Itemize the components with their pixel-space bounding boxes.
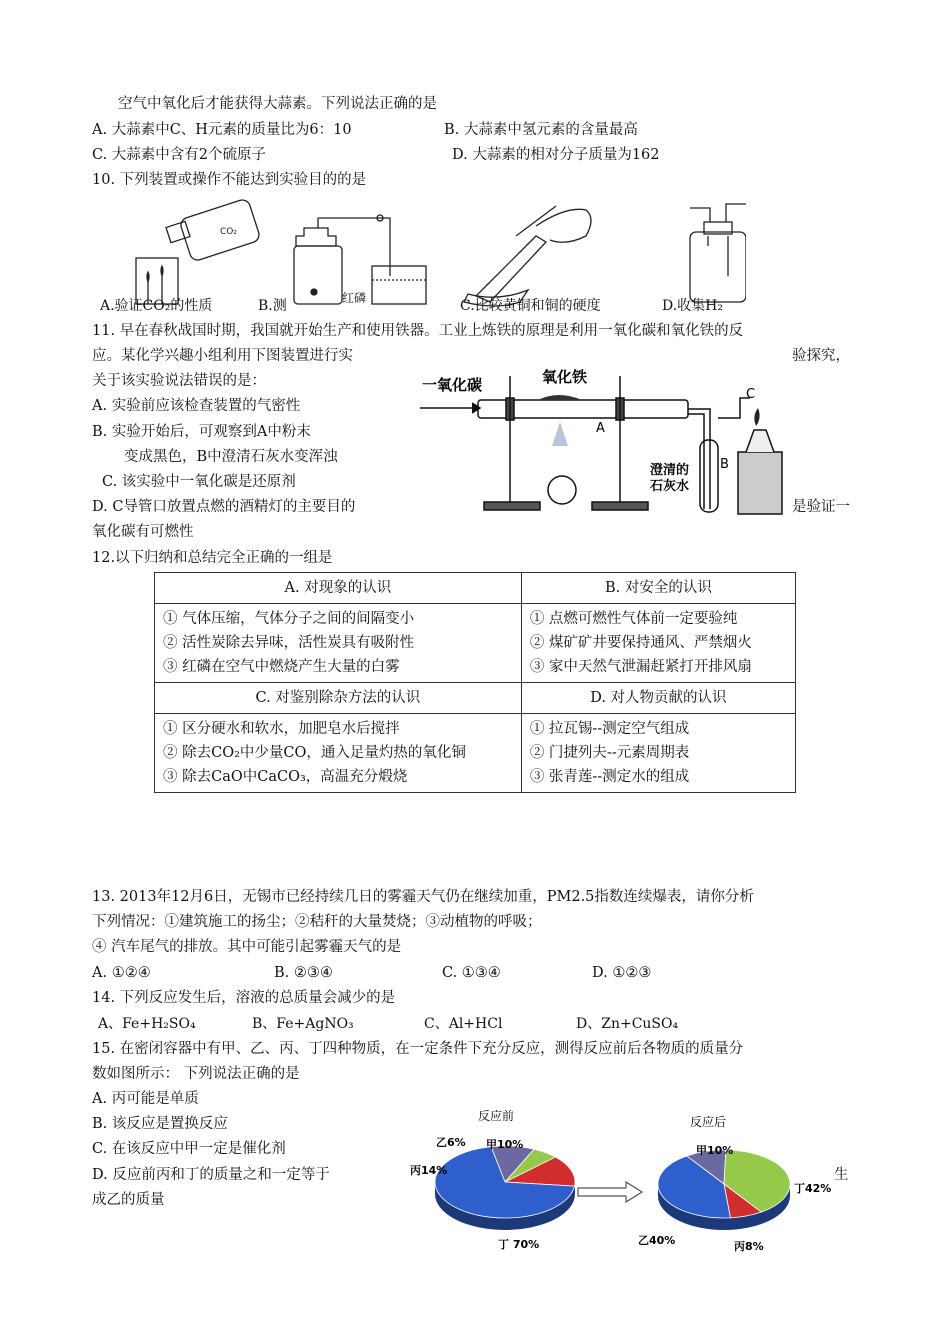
q15-option-d-cont: 成乙的质量 [92, 1192, 165, 1208]
q9-option-d: D. 大蒜素的相对分子质量为162 [452, 147, 660, 163]
label-a: A [596, 421, 605, 436]
arrow-icon [578, 1182, 642, 1202]
lamp-flame-icon [754, 408, 759, 426]
q13-line-3: ④ 汽车尾气的排放。其中可能引起雾霾天气的是 [92, 939, 402, 955]
co2-pouring-icon [136, 198, 261, 304]
q11-line-2b: 验探究， [792, 348, 850, 364]
cell-c-title: C. 对鉴别除杂方法的认识 [155, 683, 522, 714]
q14-option-d: D、Zn+CuSO₄ [576, 1016, 679, 1032]
q11-option-d-cont: 氧化碳有可燃性 [92, 524, 194, 540]
q11-option-a: A. 实验前应该检查装置的气密性 [92, 398, 301, 414]
q13-line-2: 下列情况：①建筑施工的扬尘；②秸秆的大量焚烧；③动植物的呼吸； [92, 914, 542, 930]
alcohol-burner-icon [548, 476, 576, 504]
pie2-title: 反应后 [690, 1115, 727, 1129]
q9-stem: 空气中氧化后才能获得大蒜素。下列说法正确的是 [118, 96, 437, 112]
q10-option-d: D.收集H₂ [662, 298, 723, 314]
pie1-label-yi: 乙6% [436, 1136, 466, 1149]
q11-line-3: 关于该实验说法错误的是： [92, 373, 266, 389]
q11-option-b-cont: 变成黑色，B中澄清石灰水变浑浊 [124, 449, 338, 465]
d-item-2: ② 门捷列夫--元素周期表 [529, 745, 690, 761]
q14-option-b: B、Fe+AgNO₃ [252, 1016, 354, 1032]
c-item-3: ③ 除去CaO中CaCO₃，高温充分煅烧 [163, 769, 408, 785]
limewater-label-1: 澄清的 [650, 463, 690, 478]
b-item-3: ③ 家中天然气泄漏赶紧打开排风扇 [529, 659, 752, 675]
q14-option-c: C、Al+HCl [424, 1016, 503, 1032]
q11-option-d-tail: 是验证一 [792, 499, 850, 515]
q11-line-2a: 应。某化学兴趣小组利用下图装置进行实 [92, 348, 353, 364]
pie-before [435, 1146, 575, 1230]
q9-option-c: C. 大蒜素中含有2个硫原子 [92, 147, 267, 163]
q12-summary-table [154, 572, 796, 793]
pie2-label-bing: 丙8% [734, 1240, 764, 1253]
q11-option-c: C. 该实验中一氧化碳是还原剂 [102, 474, 296, 490]
co2-label: CO₂ [220, 227, 237, 237]
label-c: C [746, 387, 756, 402]
c-item-2: ② 除去CO₂中少量CO，通入足量灼热的氧化铜 [163, 745, 466, 761]
pie1-title: 反应前 [478, 1110, 515, 1123]
q10-option-a: A.验证CO₂的性质 [100, 298, 213, 314]
q11-line-1: 11. 早在春秋战国时期，我国就开始生产和使用铁器。工业上炼铁的原理是利用一氧化碳和氧化铁的反 [92, 323, 744, 339]
a-item-3: ③ 红磷在空气中燃烧产生大量的白雾 [163, 659, 400, 675]
q9-option-a: A. 大蒜素中C、H元素的质量比为6：10 [92, 122, 352, 138]
q13-option-b: B. ②③④ [274, 965, 333, 981]
q15-option-d-tail: 生 [834, 1167, 849, 1183]
gas-bottle-icon [690, 204, 746, 302]
co-label: 一氧化碳 [422, 376, 483, 394]
burner-flame [552, 422, 568, 446]
q14-option-a: A、Fe+H₂SO₄ [98, 1016, 196, 1032]
pie-after [658, 1150, 790, 1230]
d-item-3: ③ 张青莲--测定水的组成 [529, 769, 690, 785]
iron-smelting-apparatus-figure [420, 356, 790, 518]
b-item-1: ① 点燃可燃性气体前一定要验纯 [529, 611, 738, 627]
pie1-label-jia: 甲10% [486, 1138, 524, 1151]
q10-stem: 10. 下列装置或操作不能达到实验目的的是 [92, 172, 367, 188]
q15-line-2: 数如图所示： 下列说法正确的是 [92, 1066, 300, 1082]
limewater-label-2: 石灰水 [650, 479, 690, 494]
cell-b-title: B. 对安全的认识 [521, 573, 795, 604]
fe2o3-label: 氧化铁 [542, 368, 588, 386]
alcohol-lamp-base [738, 452, 782, 514]
q13-line-1: 13. 2013年12月6日，无锡市已经持续几日的雾霾天气仍在继续加重，PM2.5指数连续爆表，请你分析 [92, 889, 754, 905]
cell-d-title: D. 对人物贡献的认识 [521, 683, 795, 714]
pie1-label-ding: 丁 70% [498, 1238, 540, 1251]
q10-option-b: B.测 [258, 298, 287, 314]
b-item-2: ② 煤矿矿井要保持通风、严禁烟火 [529, 635, 752, 651]
q15-line-1: 15. 在密闭容器中有甲、乙、丙、丁四种物质，在一定条件下充分反应，测得反应前后各物质的质量分 [92, 1041, 744, 1057]
q11-option-d: D. C导管口放置点燃的酒精灯的主要目的 [92, 499, 356, 515]
hardness-test-icon [464, 206, 591, 306]
q15-option-c: C. 在该反应中甲一定是催化剂 [92, 1141, 286, 1157]
a-item-2: ② 活性炭除去异味，活性炭具有吸附性 [163, 635, 415, 651]
pie2-label-yi: 乙40% [638, 1234, 676, 1247]
q15-option-d: D. 反应前丙和丁的质量之和一定等于 [92, 1167, 330, 1183]
cell-a-items [155, 604, 522, 683]
c-item-1: ① 区分硬水和软水，加肥皂水后搅拌 [163, 721, 400, 737]
pie2-label-jia: 甲10% [696, 1144, 734, 1157]
cell-a-title: A. 对现象的认识 [155, 573, 522, 604]
q12-stem: 12.以下归纳和总结完全正确的一组是 [92, 550, 333, 566]
q15-option-a: A. 丙可能是单质 [92, 1091, 199, 1107]
q14-stem: 14. 下列反应发生后，溶液的总质量会减少的是 [92, 990, 396, 1006]
pie1-label-bing: 丙14% [410, 1164, 448, 1177]
q13-option-d: D. ①②③ [592, 965, 652, 981]
q15-option-b: B. 该反应是置换反应 [92, 1116, 228, 1132]
cell-c-items [155, 714, 522, 793]
q11-option-b: B. 实验开始后，可观察到A中粉末 [92, 424, 311, 440]
phosphorus-label: 红磷 [342, 291, 367, 305]
q13-option-c: C. ①③④ [442, 965, 501, 981]
q10-option-c: C.比较黄铜和铜的硬度 [460, 298, 601, 314]
label-b: B [720, 457, 729, 472]
cell-b-items [521, 604, 795, 683]
a-item-1: ① 气体压缩，气体分子之间的间隔变小 [163, 611, 415, 627]
iron-oxide-powder [538, 395, 582, 400]
q9-option-b: B. 大蒜素中氢元素的含量最高 [444, 122, 638, 138]
d-item-1: ① 拉瓦锡--测定空气组成 [529, 721, 690, 737]
q13-option-a: A. ①②④ [92, 965, 151, 981]
mass-fraction-pie-charts [400, 1110, 840, 1260]
pie2-label-ding: 丁42% [794, 1182, 832, 1195]
limewater-tube [700, 440, 718, 512]
cell-d-items [521, 714, 795, 793]
